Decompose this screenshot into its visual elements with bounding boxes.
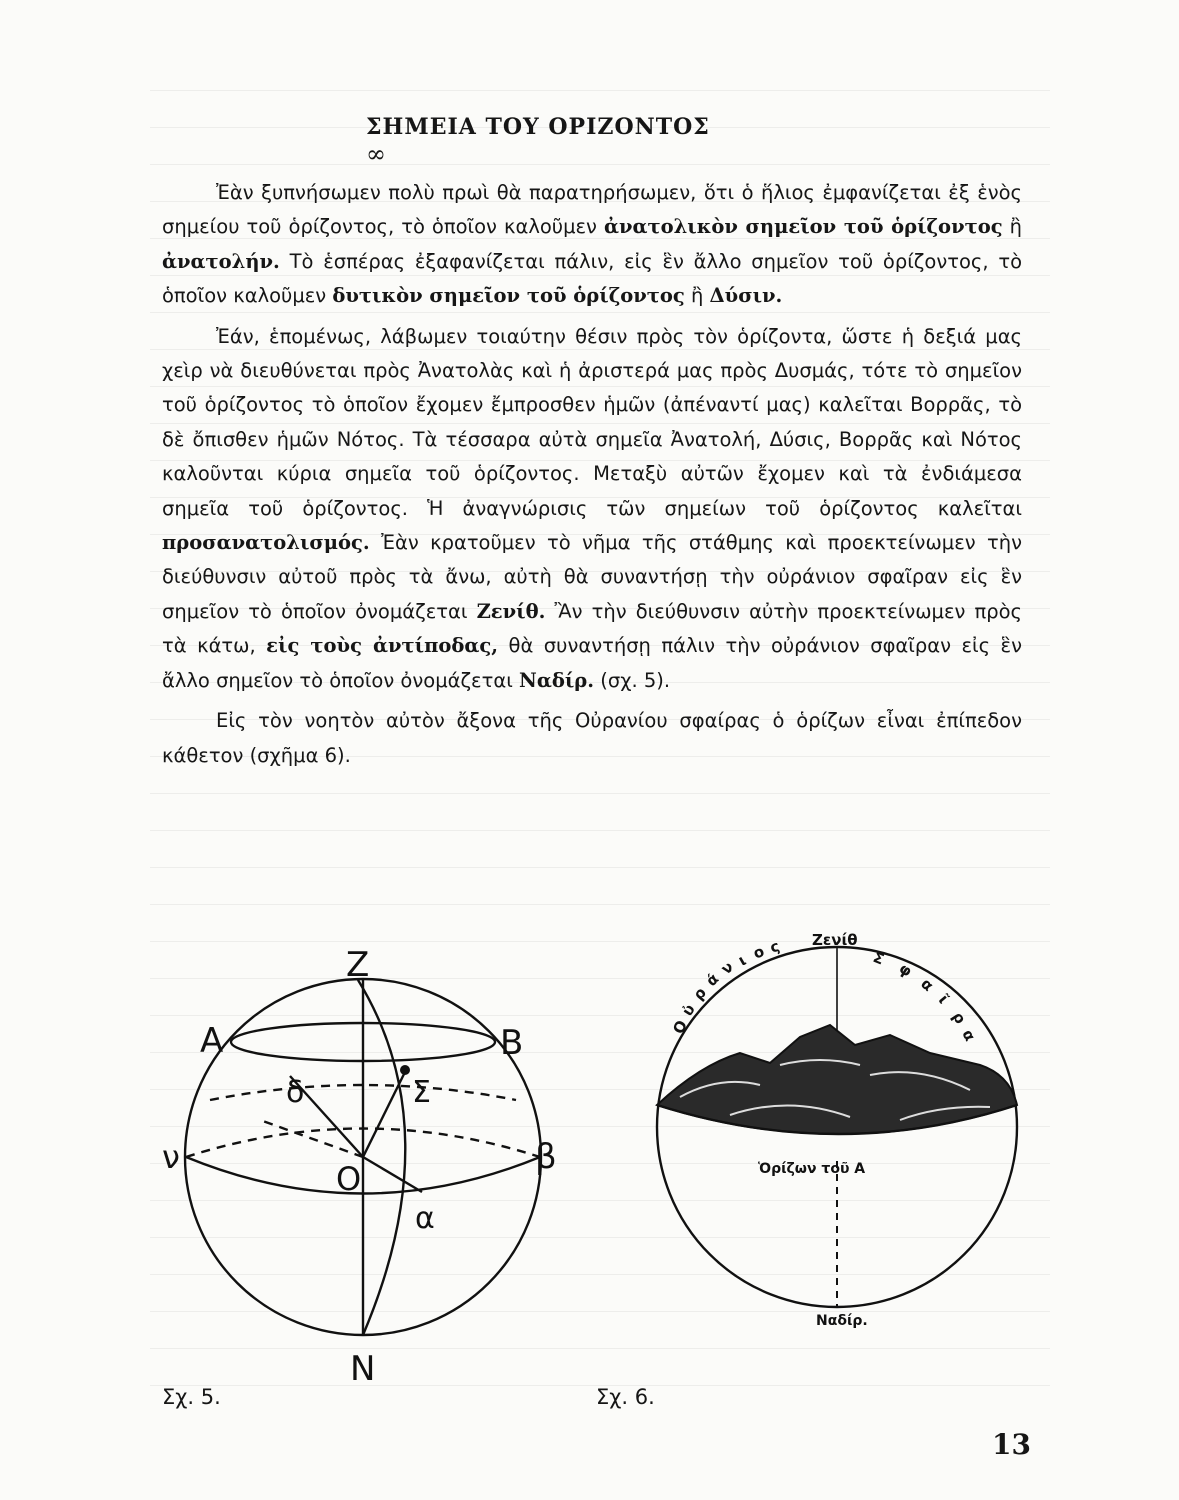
text-run: θὰ συναντήσῃ πάλιν τὴν οὐράνιον σφαῖραν εἰς ἓν ἄλλο σημεῖον τὸ ὁποῖον ὀνομάζεται (162, 634, 1022, 692)
text-run: Ἐὰν κρατοῦμεν τὸ νῆμα τῆς στάθμης καὶ προεκτείνωμεν τὴν διεύθυνσιν αὐτοῦ πρὸς τὰ ἄνω, αὐτὴ θὰ συναντήσῃ τὴν οὐράνιον σφαῖραν εἰς ἓν σημεῖον τὸ ὁποῖον ὀνομάζεται (162, 531, 1022, 623)
paragraph-2 (162, 320, 1022, 698)
ornament: ∞ (366, 140, 386, 168)
star-sigma (400, 1065, 410, 1075)
label-delta: δ (286, 1075, 305, 1110)
arc-letter: ς (767, 936, 782, 957)
arc-letter: ρ (689, 983, 710, 1004)
text-run: Εἰς τὸν νοητὸν αὐτὸν ἄξονα τῆς Οὐρανίου σφαίρας ὁ ὁρίζων εἶναι ἐπίπεδον κάθετον (σχῆμα 6). (162, 709, 1022, 767)
page-number: 13 (992, 1428, 1031, 1461)
text-run: ἢ (1002, 215, 1023, 239)
text-run: Ἂν τὴν διεύθυνσιν αὐτὴν προεκτείνωμεν πρὸς τὰ κάτω, (162, 599, 1022, 658)
arc-letter: α (958, 1026, 980, 1045)
label-nu: ν (162, 1138, 180, 1176)
bold-term: εἰς τοὺς ἀντίποδας, (266, 634, 499, 658)
label-N: N (350, 1349, 376, 1389)
bold-term: Ζενίθ. (476, 599, 546, 623)
label-horizon: Ὁρίζων τοῦ Α (758, 1161, 866, 1177)
arc-letter: ρ (948, 1008, 970, 1028)
text-run: ἢ (684, 284, 710, 308)
label-sigma: Σ (412, 1075, 431, 1110)
bold-term: ἀνατολικὸν σημεῖον τοῦ ὁρίζοντος (603, 215, 1003, 239)
figure-6-celestial-sphere (640, 925, 1040, 1345)
label-nadir: Ναδίρ. (816, 1313, 868, 1329)
bold-term: Ναδίρ. (519, 668, 595, 692)
label-zenith: Ζενίθ (812, 931, 858, 949)
paragraph-1 (162, 176, 1022, 314)
label-A: A (200, 1021, 224, 1061)
page-title: ΣΗΜΕΙΑ ΤΟΥ ΟΡΙΖΟΝΤΟΣ (366, 114, 710, 140)
arc-letter: Ο (669, 1017, 692, 1037)
label-alpha: α (415, 1201, 435, 1236)
figure-6-caption: Σχ. 6. (596, 1385, 655, 1409)
arc-letter: ν (717, 957, 737, 979)
body-text (162, 176, 1022, 779)
arc-letter: Σ (870, 948, 887, 969)
figure-5-celestial-sphere (150, 930, 570, 1400)
label-O: O (336, 1160, 362, 1198)
bold-term: δυτικὸν σημεῖον τοῦ ὁρίζοντος (332, 284, 685, 308)
arc-letter: ῖ (934, 991, 953, 1008)
figure-5-caption: Σχ. 5. (162, 1385, 221, 1409)
label-beta: β (535, 1137, 557, 1177)
arc-letter: φ (895, 959, 916, 981)
radius-to-alpha (363, 1157, 422, 1192)
bold-term: ἀνατολήν. (162, 249, 280, 273)
bold-term: Δύσιν. (709, 284, 783, 308)
text-run: Ἐὰν ξυπνήσωμεν πολὺ πρωὶ θὰ παρατηρήσωμεν, ὅτι ὁ ἥλιος ἐμφανίζεται ἐξ ἑνὸς σημείου τοῦ ὁρίζοντος, τὸ ὁποῖον καλοῦμεν (162, 181, 1022, 239)
arc-letter: ὐ (678, 1000, 699, 1020)
label-B: B (500, 1023, 524, 1063)
arc-letter: ά (702, 969, 723, 990)
arc-letter: ι (735, 950, 750, 970)
arc-letter: ο (750, 942, 768, 963)
label-Z: Z (346, 945, 370, 985)
text-run: (σχ. 5). (594, 668, 671, 692)
bold-term: προσανατολισμός. (162, 531, 370, 555)
arc-letter: α (917, 974, 938, 995)
text-run: Τὸ ἑσπέρας ἐξαφανίζεται πάλιν, εἰς ἓν ἄλλο σημεῖον τοῦ ὁρίζοντος, τὸ ὁποῖον καλοῦμεν (162, 249, 1022, 308)
paragraph-3 (162, 704, 1022, 773)
text-run: Ἐάν, ἑπομένως, λάβωμεν τοιαύτην θέσιν πρὸς τὸν ὁρίζοντα, ὥστε ἡ δεξιά μας χεὶρ νὰ διευθύνεται πρὸς Ἀνατολὰς καὶ ἡ ἀριστερά μας πρὸς Δυσμάς, τότε τὸ σημεῖον τοῦ ὁρίζοντος τὸ ὁποῖον ἔχομεν ἔμπροσθεν ἡμῶν (ἀπέναντί μας) καλεῖται Βορρᾶς, τὸ δὲ ὄπισθεν ἡμῶν Νότος. Τὰ τέσσαρα αὐτὰ σημεῖα Ἀνατολή, Δύσις, Βορρᾶς καὶ Νότος καλοῦνται κύρια σημεῖα τοῦ ὁρίζοντος. Μεταξὺ αὐτῶν ἔχομεν καὶ τὰ ἐνδιάμεσα σημεῖα τοῦ ὁρίζοντος. Ἡ ἀναγνώρισις τῶν σημείων τοῦ ὁρίζοντος καλεῖται (162, 324, 1022, 520)
